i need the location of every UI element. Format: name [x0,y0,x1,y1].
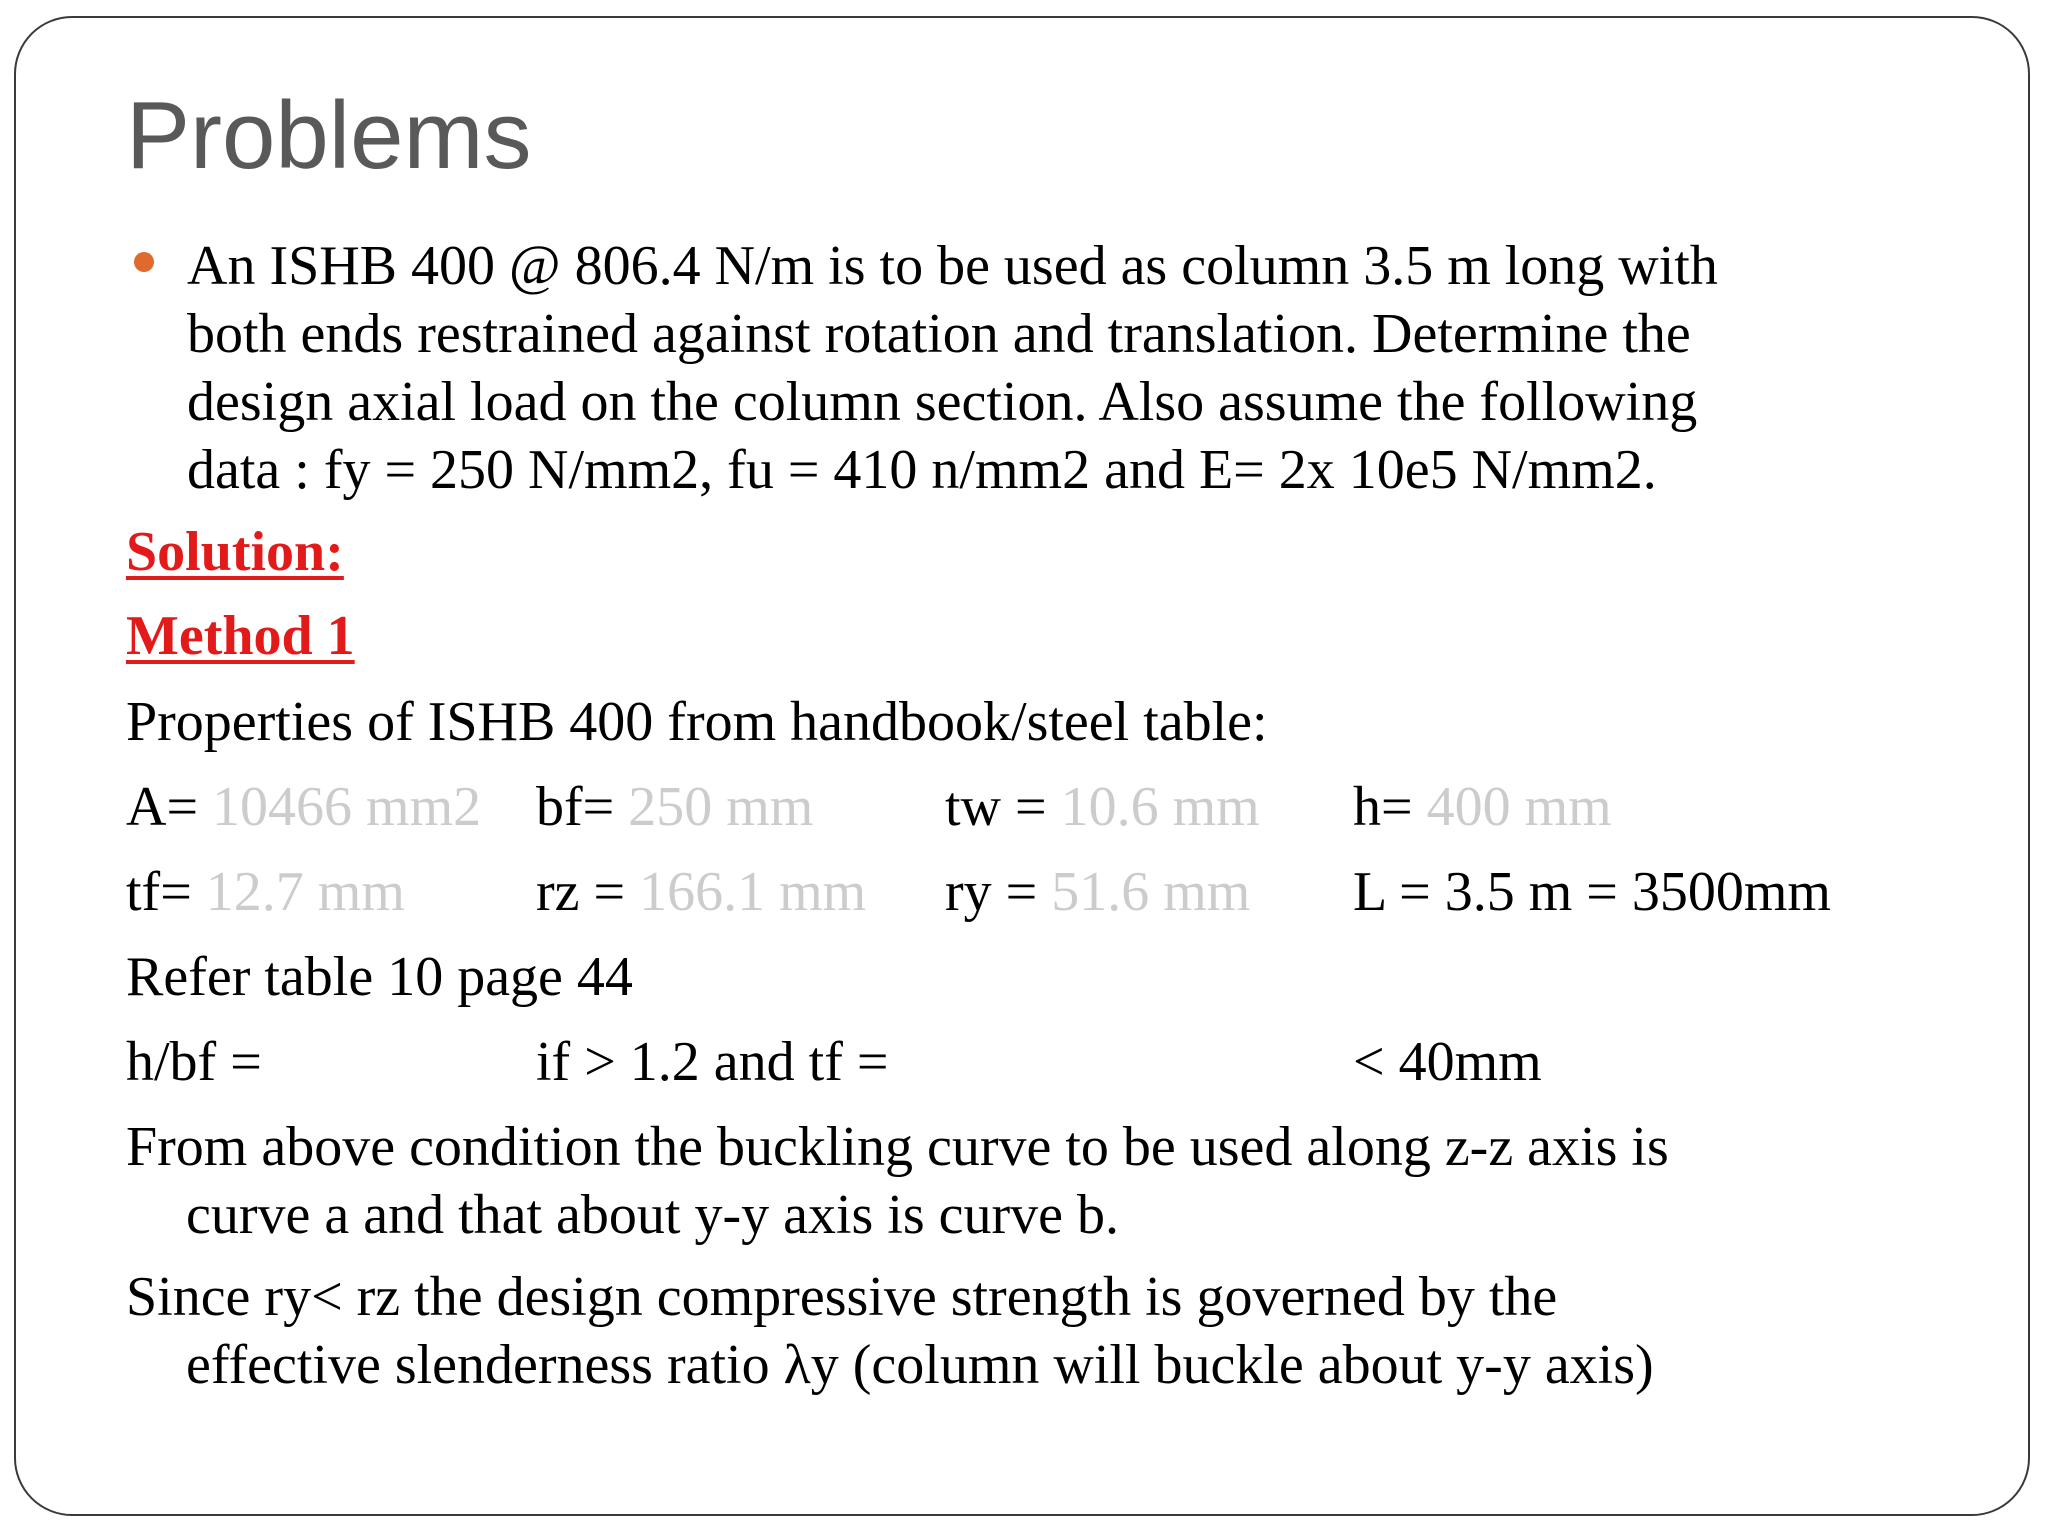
since-paragraph [126,1263,1654,1399]
bullet-dot-icon [134,252,154,272]
property-value: 12.7 mm [205,861,405,923]
property-value: 400 mm [1426,776,1612,838]
property-flange-width [536,773,813,841]
problem-line: data : fy = 250 N/mm2, fu = 410 n/mm2 and E= 2x 10e5 N/mm2. [187,439,1657,501]
property-rz [536,858,866,926]
paragraph-line: Since ry< rz the design compressive strength is governed by the [126,1266,1558,1328]
condition-h-bf: h/bf = [126,1031,262,1093]
property-label: tw = [945,776,1061,838]
paragraph-line: curve a and that about y-y axis is curve b. [186,1184,1120,1246]
buckling-paragraph [126,1113,1669,1249]
property-ry [945,858,1250,926]
property-flange-thickness [126,858,405,926]
paragraph-line: From above condition the buckling curve to be used along z-z axis is [126,1116,1669,1178]
property-value: 51.6 mm [1051,861,1251,923]
refer-line: Refer table 10 page 44 [126,946,633,1008]
method-heading: Method 1 [126,605,355,667]
slide-title: Problems [126,82,532,189]
paragraph-line: effective slenderness ratio λy (column will buckle about y-y axis) [186,1334,1654,1396]
property-label: rz = [536,861,640,923]
property-label: ry = [945,861,1052,923]
property-value: 10.6 mm [1060,776,1260,838]
property-label: h= [1353,776,1427,838]
condition-tf: if > 1.2 and tf = [536,1031,889,1093]
solution-heading: Solution: [126,521,344,583]
property-depth [1353,773,1612,841]
property-label: A= [126,776,213,838]
problem-line: both ends restrained against rotation and translation. Determine the [187,303,1691,365]
property-web-thickness [945,773,1260,841]
problem-line: design axial load on the column section. Also assume the following [187,371,1698,433]
condition-limit: < 40mm [1353,1031,1542,1093]
property-value: 250 mm [628,776,814,838]
problem-line: An ISHB 400 @ 806.4 N/m is to be used as column 3.5 m long with [187,235,1718,297]
slide [14,16,2030,1516]
properties-heading: Properties of ISHB 400 from handbook/steel table: [126,691,1268,753]
property-value: 166.1 mm [639,861,867,923]
property-label: L = 3.5 m = 3500mm [1353,861,1831,923]
property-area [126,773,481,841]
property-length [1353,858,1831,926]
problem-statement [187,232,1718,504]
property-label: bf= [536,776,629,838]
property-label: tf= [126,861,206,923]
property-value: 10466 mm2 [212,776,482,838]
